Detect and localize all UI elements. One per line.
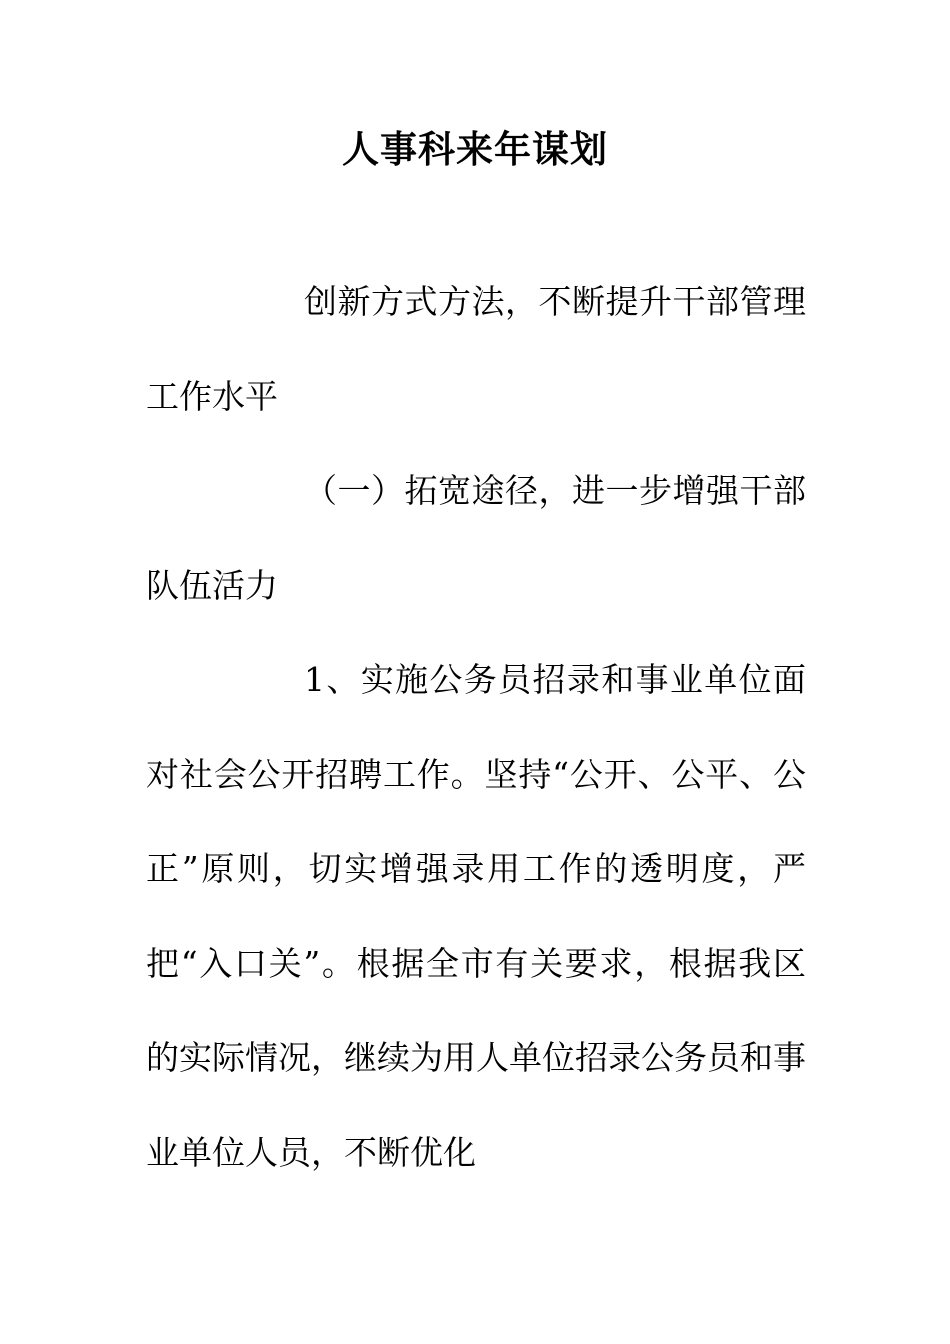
body-paragraph: 1、实施公务员招录和事业单位面对社会公开招聘工作。坚持“公开、公平、公正”原则，切实增强录用工作的透明度，严把“入口关”。根据全市有关要求，根据我区的实际情况，继续为用人单位招录公务员和事业单位人员，不断优化 [146,660,806,1172]
document-title: 人事科来年谋划 [342,128,608,171]
subsection-heading: （一）拓宽途径，进一步增强干部队伍活力 [146,471,806,605]
section-heading: 创新方式方法，不断提升干部管理工作水平 [146,282,806,416]
document-body [146,255,806,1200]
